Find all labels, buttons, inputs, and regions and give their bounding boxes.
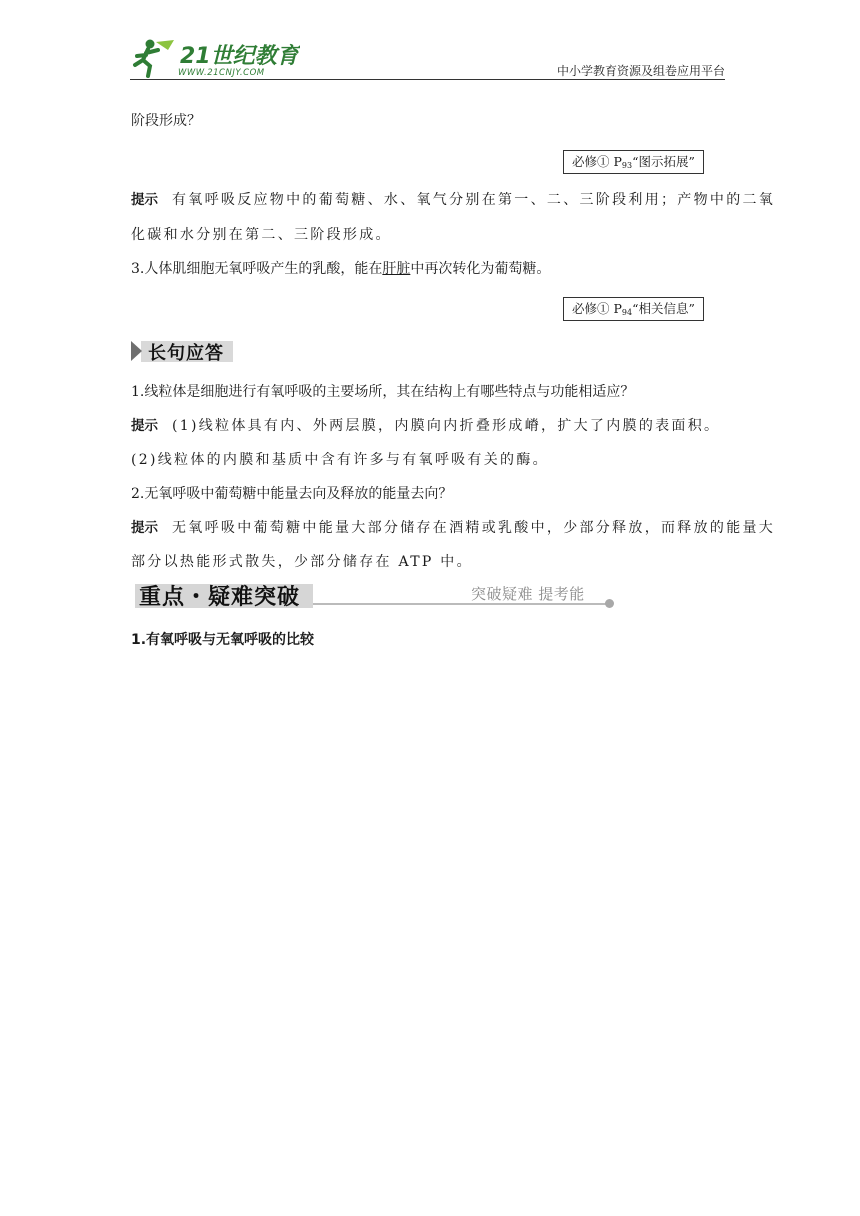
long-question-2: 2.无氧呼吸中葡萄糖中能量去向及释放的能量去向？ <box>131 486 453 502</box>
textbook-reference-1 <box>563 150 704 174</box>
logo-text: 21世纪教育 <box>180 44 299 69</box>
question-3 <box>131 259 550 279</box>
triangle-marker-icon <box>131 341 142 361</box>
tip-text: (1)线粒体具有内、外两层膜，内膜向内折叠形成嵴，扩大了内膜的表面积。 <box>172 418 721 434</box>
ref-page-number: 94 <box>621 308 633 317</box>
question-text-end: 中再次转化为葡萄糖。 <box>410 261 551 277</box>
tip-label: 提示 <box>131 192 158 208</box>
ref-label: “图示拓展” <box>632 154 695 169</box>
tip-text: 无氧呼吸中葡萄糖中能量大部分储存在酒精或乳酸中，少部分释放，而释放的能量大 <box>172 520 776 536</box>
header-tagline: 中小学教育资源及组卷应用平台 <box>556 64 725 78</box>
ref-page: P <box>613 154 622 169</box>
runner-icon <box>135 40 174 77</box>
ref-label: “相关信息” <box>632 301 695 316</box>
subheading-comparison: 1.有氧呼吸与无氧呼吸的比较 <box>131 632 315 648</box>
logo-url: WWW.21CNJY.COM <box>178 68 265 78</box>
underlined-answer: 肝脏 <box>382 261 411 277</box>
tip-paragraph-3 <box>131 518 775 538</box>
question-tail: 阶段形成？ <box>131 113 201 129</box>
tip-text-continued: 化碳和水分别在第二、三阶段形成。 <box>131 227 392 243</box>
question-text: 3.人体肌细胞无氧呼吸产生的乳酸，能在 <box>131 261 383 277</box>
tip-paragraph-2 <box>131 416 720 436</box>
tip-paragraph-1 <box>131 190 775 210</box>
major-section-heading <box>131 578 621 614</box>
tip-label: 提示 <box>131 418 158 434</box>
major-heading-title: 重点・疑难突破 <box>139 585 301 610</box>
ref-page: P <box>613 301 622 316</box>
header-divider <box>130 79 725 80</box>
tip-text: 有氧呼吸反应物中的葡萄糖、水、氧气分别在第一、二、三阶段利用；产物中的二氧 <box>172 192 776 208</box>
major-heading-subtitle: 突破疑难 提考能 <box>471 585 585 603</box>
site-logo[interactable] <box>130 36 300 80</box>
ref-page-number: 93 <box>621 161 633 170</box>
tip-text-continued: (2)线粒体的内膜和基质中含有许多与有氧呼吸有关的酶。 <box>131 452 549 468</box>
tip-label: 提示 <box>131 520 158 536</box>
section-banner <box>131 338 233 364</box>
heading-dot-icon <box>605 599 614 608</box>
textbook-reference-2 <box>563 297 704 321</box>
ref-prefix: 必修① <box>572 154 610 169</box>
tip-text-continued: 部分以热能形式散失，少部分储存在 ATP 中。 <box>131 554 473 570</box>
ref-prefix: 必修① <box>572 301 610 316</box>
section-title: 长句应答 <box>148 343 224 364</box>
long-question-1: 1.线粒体是细胞进行有氧呼吸的主要场所，其在结构上有哪些特点与功能相适应？ <box>131 384 635 400</box>
